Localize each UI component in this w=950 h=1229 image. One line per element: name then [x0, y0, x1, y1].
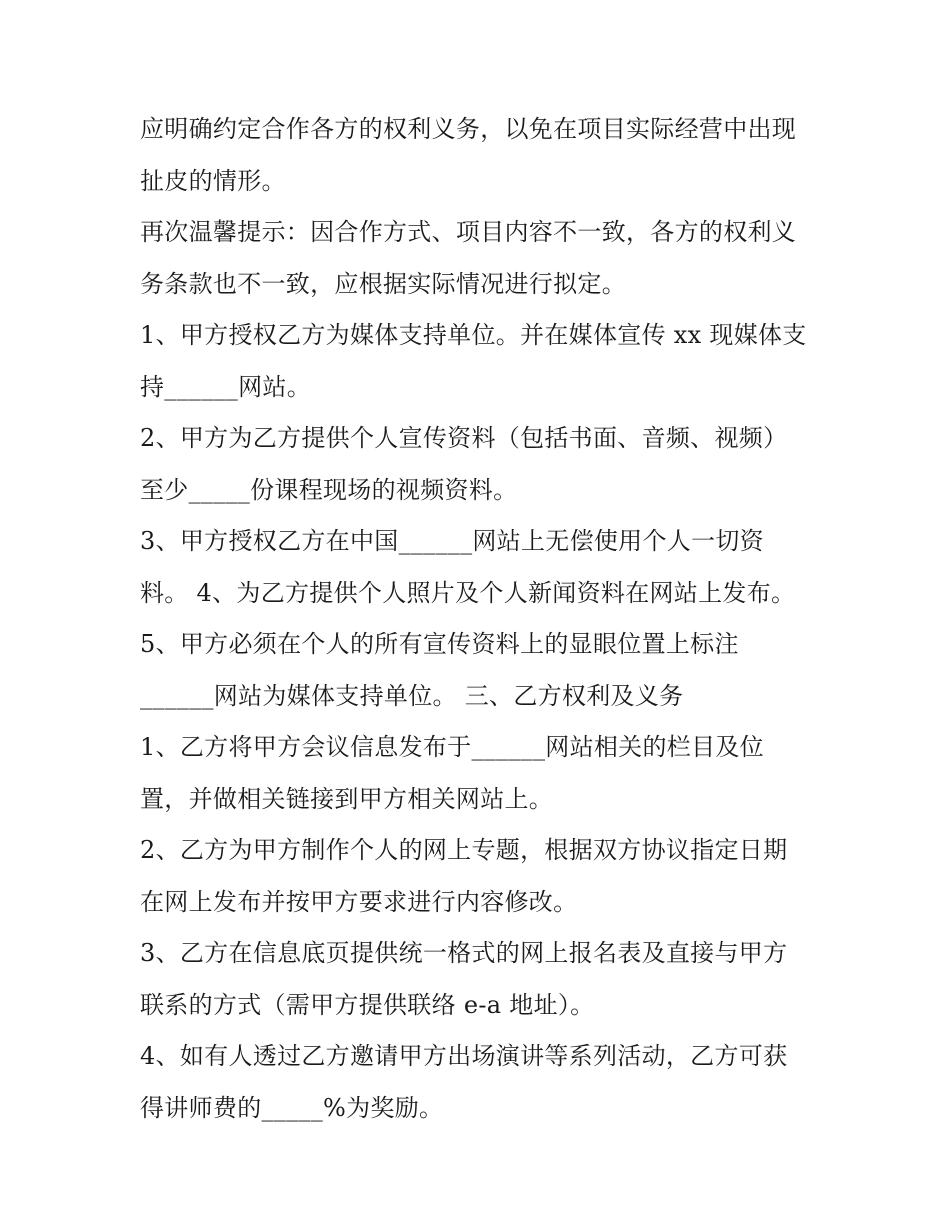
text-line: 应明确约定合作各方的权利义务，以免在项目实际经营中出现: [140, 115, 797, 143]
document-body: [140, 104, 830, 1134]
text-line: 2、乙方为甲方制作个人的网上专题，根据双方协议指定日期: [140, 836, 788, 864]
text-line: 置，并做相关链接到甲方相关网站上。: [140, 784, 554, 813]
text-line: ______网站为媒体支持单位。 三、乙方权利及义务: [140, 681, 684, 710]
text-line: 持______网站。: [140, 372, 311, 401]
text-line: 联系的方式（需甲方提供联络 e-a 地址）。: [140, 990, 595, 1019]
text-line: 5、甲方必须在个人的所有宣传资料上的显眼位置上标注: [140, 630, 739, 658]
text-line: 至少_____份课程现场的视频资料。: [140, 475, 518, 504]
text-line: 2、甲方为乙方提供个人宣传资料（包括书面、音频、视频）: [140, 424, 788, 452]
text-line: 务条款也不一致，应根据实际情况进行拟定。: [140, 269, 626, 298]
text-line: 得讲师费的_____%为奖励。: [140, 1093, 444, 1122]
text-line: 料。 4、为乙方提供个人照片及个人新闻资料在网站上发布。: [140, 578, 796, 607]
text-line: 再次温馨提示：因合作方式、项目内容不一致，各方的权利义: [140, 218, 797, 246]
text-line: 1、甲方授权乙方为媒体支持单位。并在媒体宣传 xx 现媒体支: [140, 321, 807, 349]
text-line: 扯皮的情形。: [140, 166, 286, 195]
text-line: 4、如有人透过乙方邀请甲方出场演讲等系列活动，乙方可获: [140, 1042, 788, 1070]
text-line: 在网上发布并按甲方要求进行内容修改。: [140, 887, 578, 916]
text-line: 3、甲方授权乙方在中国______网站上无偿使用个人一切资: [140, 527, 764, 555]
text-line: 1、乙方将甲方会议信息发布于______网站相关的栏目及位: [140, 733, 764, 761]
text-line: 3、乙方在信息底页提供统一格式的网上报名表及直接与甲方: [140, 939, 788, 967]
